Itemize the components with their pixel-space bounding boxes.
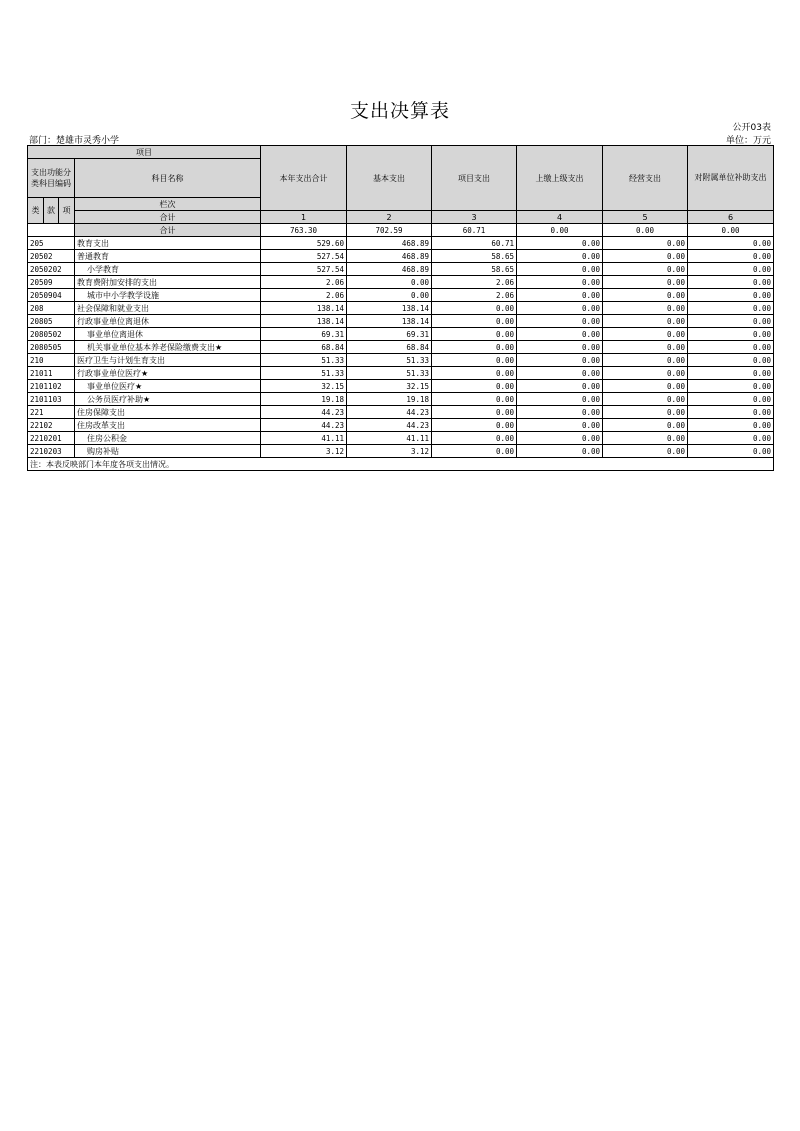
header-col-5: 经营支出 bbox=[603, 146, 688, 211]
row-value: 0.00 bbox=[603, 315, 688, 328]
row-name: 教育费附加安排的支出 bbox=[75, 276, 261, 289]
row-value: 0.00 bbox=[517, 380, 603, 393]
row-value: 0.00 bbox=[688, 328, 774, 341]
row-value: 32.15 bbox=[261, 380, 347, 393]
row-value: 69.31 bbox=[261, 328, 347, 341]
row-name: 住房保障支出 bbox=[75, 406, 261, 419]
row-value: 44.23 bbox=[347, 419, 432, 432]
row-value: 0.00 bbox=[688, 263, 774, 276]
row-value: 0.00 bbox=[688, 419, 774, 432]
row-value: 0.00 bbox=[688, 432, 774, 445]
row-value: 0.00 bbox=[603, 289, 688, 302]
department-label: 部门：楚雄市灵秀小学 bbox=[29, 136, 120, 146]
row-value: 527.54 bbox=[261, 263, 347, 276]
row-value: 0.00 bbox=[688, 406, 774, 419]
row-name: 教育支出 bbox=[75, 237, 261, 250]
note-row bbox=[28, 458, 774, 471]
col-number: 1 bbox=[261, 211, 347, 224]
table-row bbox=[28, 302, 774, 315]
header-col-6: 对附属单位补助支出 bbox=[688, 146, 774, 211]
row-value: 0.00 bbox=[688, 289, 774, 302]
row-value: 3.12 bbox=[347, 445, 432, 458]
row-value: 0.00 bbox=[603, 432, 688, 445]
row-value: 0.00 bbox=[603, 302, 688, 315]
row-value: 0.00 bbox=[517, 237, 603, 250]
row-value: 0.00 bbox=[517, 328, 603, 341]
row-code: 21011 bbox=[28, 367, 75, 380]
row-value: 51.33 bbox=[347, 354, 432, 367]
row-value: 0.00 bbox=[432, 419, 517, 432]
row-value: 0.00 bbox=[432, 406, 517, 419]
row-value: 0.00 bbox=[432, 302, 517, 315]
table-row bbox=[28, 289, 774, 302]
row-value: 0.00 bbox=[432, 315, 517, 328]
table-row bbox=[28, 237, 774, 250]
total-value: 0.00 bbox=[517, 224, 603, 237]
row-value: 0.00 bbox=[603, 445, 688, 458]
row-value: 68.84 bbox=[347, 341, 432, 354]
row-value: 468.89 bbox=[347, 263, 432, 276]
row-name: 小学教育 bbox=[75, 263, 261, 276]
table-row bbox=[28, 341, 774, 354]
row-value: 19.18 bbox=[261, 393, 347, 406]
row-value: 138.14 bbox=[347, 315, 432, 328]
row-value: 0.00 bbox=[688, 393, 774, 406]
row-value: 0.00 bbox=[688, 445, 774, 458]
row-value: 138.14 bbox=[261, 315, 347, 328]
header-heji: 合计 bbox=[75, 211, 261, 224]
row-value: 0.00 bbox=[517, 354, 603, 367]
row-name: 购房补贴 bbox=[75, 445, 261, 458]
row-code: 2210201 bbox=[28, 432, 75, 445]
row-value: 0.00 bbox=[347, 289, 432, 302]
row-value: 138.14 bbox=[347, 302, 432, 315]
table-row bbox=[28, 250, 774, 263]
table-row bbox=[28, 328, 774, 341]
row-value: 60.71 bbox=[432, 237, 517, 250]
header-code: 支出功能分类科目编码 bbox=[28, 159, 75, 198]
expenditure-table bbox=[27, 145, 774, 471]
row-code: 2080502 bbox=[28, 328, 75, 341]
row-value: 529.60 bbox=[261, 237, 347, 250]
header-col-4: 上缴上级支出 bbox=[517, 146, 603, 211]
table-row bbox=[28, 315, 774, 328]
table-row bbox=[28, 354, 774, 367]
row-value: 2.06 bbox=[432, 289, 517, 302]
row-name: 公务员医疗补助★ bbox=[75, 393, 261, 406]
row-value: 0.00 bbox=[517, 406, 603, 419]
row-value: 0.00 bbox=[432, 380, 517, 393]
row-value: 0.00 bbox=[432, 354, 517, 367]
row-value: 0.00 bbox=[517, 432, 603, 445]
row-value: 58.65 bbox=[432, 250, 517, 263]
row-code: 2050904 bbox=[28, 289, 75, 302]
total-value: 60.71 bbox=[432, 224, 517, 237]
row-code: 2080505 bbox=[28, 341, 75, 354]
row-code: 208 bbox=[28, 302, 75, 315]
row-value: 468.89 bbox=[347, 250, 432, 263]
total-label-blank bbox=[28, 224, 75, 237]
row-name: 普通教育 bbox=[75, 250, 261, 263]
row-value: 0.00 bbox=[347, 276, 432, 289]
table-row bbox=[28, 367, 774, 380]
total-value: 0.00 bbox=[603, 224, 688, 237]
page-title: 支出决算表 bbox=[349, 100, 450, 122]
form-number: 公开03表 bbox=[732, 123, 771, 133]
row-value: 32.15 bbox=[347, 380, 432, 393]
total-row bbox=[28, 224, 774, 237]
row-value: 527.54 bbox=[261, 250, 347, 263]
row-value: 0.00 bbox=[432, 367, 517, 380]
row-value: 41.11 bbox=[261, 432, 347, 445]
row-code: 210 bbox=[28, 354, 75, 367]
row-name: 住房改革支出 bbox=[75, 419, 261, 432]
table-row bbox=[28, 276, 774, 289]
row-code: 20502 bbox=[28, 250, 75, 263]
row-value: 138.14 bbox=[261, 302, 347, 315]
row-name: 行政事业单位医疗★ bbox=[75, 367, 261, 380]
row-value: 0.00 bbox=[603, 367, 688, 380]
row-value: 0.00 bbox=[688, 302, 774, 315]
row-value: 0.00 bbox=[432, 328, 517, 341]
row-value: 0.00 bbox=[517, 393, 603, 406]
row-value: 0.00 bbox=[432, 341, 517, 354]
row-value: 0.00 bbox=[603, 354, 688, 367]
row-value: 0.00 bbox=[603, 419, 688, 432]
col-number: 2 bbox=[347, 211, 432, 224]
row-code: 221 bbox=[28, 406, 75, 419]
row-value: 0.00 bbox=[688, 250, 774, 263]
row-value: 44.23 bbox=[261, 406, 347, 419]
row-value: 0.00 bbox=[603, 380, 688, 393]
header-lei: 类 bbox=[28, 198, 44, 224]
row-name: 事业单位离退休 bbox=[75, 328, 261, 341]
row-value: 69.31 bbox=[347, 328, 432, 341]
row-code: 2101103 bbox=[28, 393, 75, 406]
row-value: 0.00 bbox=[517, 263, 603, 276]
header-name: 科目名称 bbox=[75, 159, 261, 198]
row-value: 51.33 bbox=[347, 367, 432, 380]
table-row bbox=[28, 393, 774, 406]
row-value: 0.00 bbox=[517, 315, 603, 328]
row-name: 事业单位医疗★ bbox=[75, 380, 261, 393]
row-value: 468.89 bbox=[347, 237, 432, 250]
header-xiang: 项 bbox=[59, 198, 75, 224]
total-label: 合计 bbox=[75, 224, 261, 237]
row-value: 0.00 bbox=[603, 341, 688, 354]
row-value: 0.00 bbox=[688, 380, 774, 393]
row-value: 0.00 bbox=[603, 237, 688, 250]
table-row bbox=[28, 445, 774, 458]
row-value: 0.00 bbox=[517, 289, 603, 302]
header-item: 项目 bbox=[28, 146, 261, 159]
row-value: 44.23 bbox=[347, 406, 432, 419]
row-value: 0.00 bbox=[517, 341, 603, 354]
col-number: 6 bbox=[688, 211, 774, 224]
row-name: 城市中小学教学设施 bbox=[75, 289, 261, 302]
header-kuan: 款 bbox=[44, 198, 59, 224]
row-value: 0.00 bbox=[517, 419, 603, 432]
unit-label: 单位：万元 bbox=[725, 136, 771, 146]
table-row bbox=[28, 432, 774, 445]
row-name: 机关事业单位基本养老保险缴费支出★ bbox=[75, 341, 261, 354]
header-col-3: 项目支出 bbox=[432, 146, 517, 211]
row-value: 0.00 bbox=[603, 393, 688, 406]
row-value: 58.65 bbox=[432, 263, 517, 276]
row-value: 0.00 bbox=[517, 367, 603, 380]
row-code: 2050202 bbox=[28, 263, 75, 276]
header-lanci: 栏次 bbox=[75, 198, 261, 211]
total-value: 0.00 bbox=[688, 224, 774, 237]
row-value: 2.06 bbox=[261, 276, 347, 289]
row-value: 0.00 bbox=[603, 406, 688, 419]
header-col-2: 基本支出 bbox=[347, 146, 432, 211]
table-note: 注：本表反映部门本年度各项支出情况。 bbox=[28, 458, 774, 471]
row-value: 0.00 bbox=[603, 263, 688, 276]
row-value: 2.06 bbox=[432, 276, 517, 289]
row-value: 0.00 bbox=[688, 354, 774, 367]
row-code: 2210203 bbox=[28, 445, 75, 458]
row-value: 0.00 bbox=[603, 250, 688, 263]
row-name: 社会保障和就业支出 bbox=[75, 302, 261, 315]
row-value: 51.33 bbox=[261, 354, 347, 367]
total-value: 763.30 bbox=[261, 224, 347, 237]
row-value: 0.00 bbox=[517, 302, 603, 315]
row-value: 0.00 bbox=[517, 250, 603, 263]
row-value: 0.00 bbox=[688, 315, 774, 328]
row-code: 20509 bbox=[28, 276, 75, 289]
row-name: 医疗卫生与计划生育支出 bbox=[75, 354, 261, 367]
table-row bbox=[28, 406, 774, 419]
row-value: 3.12 bbox=[261, 445, 347, 458]
total-value: 702.59 bbox=[347, 224, 432, 237]
row-name: 住房公积金 bbox=[75, 432, 261, 445]
row-code: 2101102 bbox=[28, 380, 75, 393]
col-number: 3 bbox=[432, 211, 517, 224]
table-row bbox=[28, 380, 774, 393]
row-value: 0.00 bbox=[603, 276, 688, 289]
row-value: 51.33 bbox=[261, 367, 347, 380]
table-row bbox=[28, 419, 774, 432]
row-value: 0.00 bbox=[517, 445, 603, 458]
col-number: 4 bbox=[517, 211, 603, 224]
row-code: 20805 bbox=[28, 315, 75, 328]
row-value: 0.00 bbox=[688, 341, 774, 354]
row-value: 0.00 bbox=[432, 432, 517, 445]
row-code: 22102 bbox=[28, 419, 75, 432]
row-value: 68.84 bbox=[261, 341, 347, 354]
table-row bbox=[28, 263, 774, 276]
row-value: 2.06 bbox=[261, 289, 347, 302]
row-value: 0.00 bbox=[688, 237, 774, 250]
row-value: 0.00 bbox=[688, 276, 774, 289]
row-value: 19.18 bbox=[347, 393, 432, 406]
row-value: 44.23 bbox=[261, 419, 347, 432]
row-value: 0.00 bbox=[432, 445, 517, 458]
row-value: 0.00 bbox=[603, 328, 688, 341]
row-value: 0.00 bbox=[688, 367, 774, 380]
col-number: 5 bbox=[603, 211, 688, 224]
header-col-1: 本年支出合计 bbox=[261, 146, 347, 211]
row-value: 41.11 bbox=[347, 432, 432, 445]
row-name: 行政事业单位离退休 bbox=[75, 315, 261, 328]
row-value: 0.00 bbox=[432, 393, 517, 406]
row-code: 205 bbox=[28, 237, 75, 250]
row-value: 0.00 bbox=[517, 276, 603, 289]
